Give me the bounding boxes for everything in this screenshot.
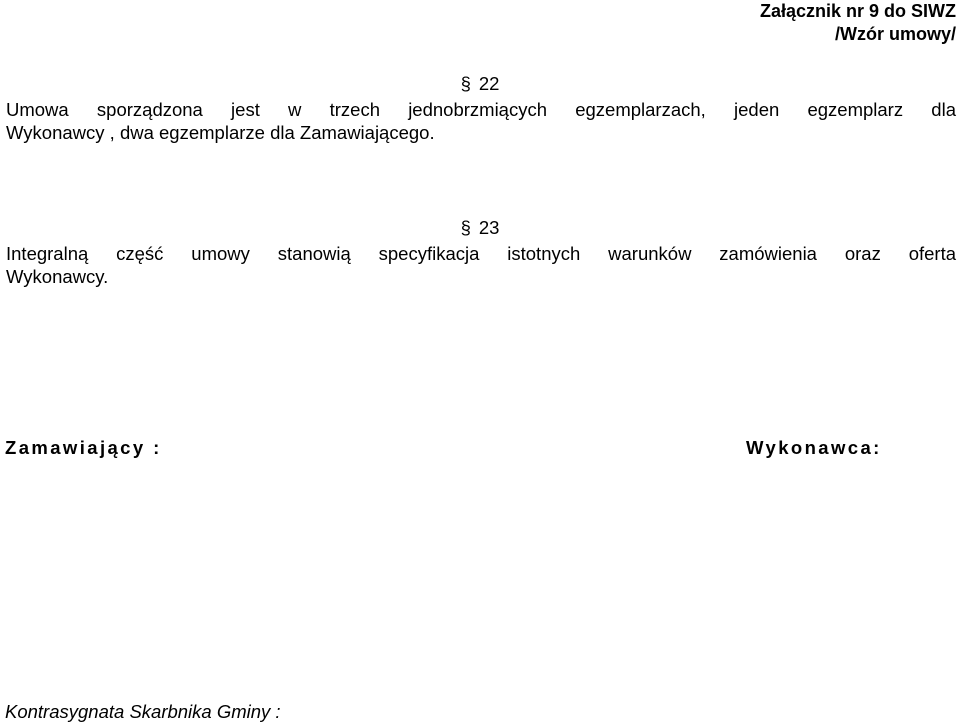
section-symbol: § xyxy=(460,73,471,94)
section-heading-23 xyxy=(0,216,960,240)
paragraph-line: Wykonawcy. xyxy=(6,266,109,287)
section-number: 23 xyxy=(478,217,500,238)
attachment-label: Załącznik nr 9 do SIWZ xyxy=(759,1,956,21)
paragraph-line: Integralną część umowy stanowią specyfikacja istotnych warunków zamówienia oraz oferta xyxy=(6,243,956,264)
document-header xyxy=(760,0,956,46)
treasurer-countersignature-label: Kontrasygnata Skarbnika Gminy : xyxy=(5,701,281,722)
contractor-signature-label: Wykonawca: xyxy=(746,437,882,458)
paragraph-line: Wykonawcy , dwa egzemplarze dla Zamawiającego. xyxy=(6,122,435,143)
section-symbol: § xyxy=(460,217,471,238)
orderer-signature-label: Zamawiający : xyxy=(5,437,162,458)
paragraph-line: Umowa sporządzona jest w trzech jednobrzmiących egzemplarzach, jeden egzemplarz dla xyxy=(6,99,956,120)
section-number: 22 xyxy=(478,73,500,94)
section-heading-22 xyxy=(0,72,960,96)
section-23-paragraph xyxy=(6,242,956,288)
section-22-paragraph xyxy=(6,98,956,144)
template-label: /Wzór umowy/ xyxy=(835,24,956,44)
